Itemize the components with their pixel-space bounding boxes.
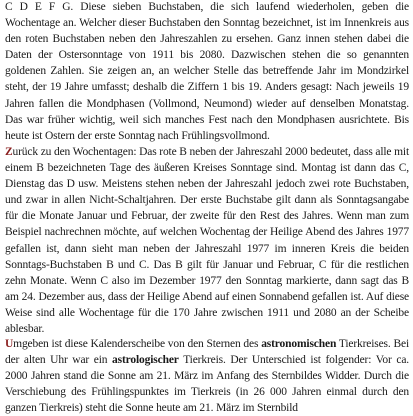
- paragraph-2-initial: Z: [5, 146, 13, 158]
- paragraph-1-text: C D E F G. Diese sieben Buchstaben, die sich laufend wiederholen, geben die Wochentage an. Welcher dieser Buchstaben den Sonntag bezeichnet, ist im Innenkreis aus den roten Buchstaben neben den Jahreszahlen zu ersehen. Ganz innen stehen dabei die Daten der Ostersonntage von 1911 bis 2080. Dazwischen stehen die so genannten goldenen Zahlen. Sie zeigen an, an welcher Stelle das betreffende Jahr im Mondzirkel steht, der 19 Jahre umfasst; deshalb die Ziffern 1 bis 19. Anders gesagt: Nach jeweils 19 Jahren fallen die Mondphasen (Vollmond, Neumond) wieder auf denselben Monatstag. Das war früher wichtig, weil sich manches Fest nach den Mondphasen ausrichtete. Bis heute ist Ostern der erste Sonntag nach Frühlingsvollmond.: [5, 1, 409, 142]
- paragraph-weekdays: [5, 144, 409, 337]
- paragraph-2-text: urück zu den Wochentagen: Das rote B neben der Jahreszahl 2000 bedeutet, dass alle mit einem B bezeichneten Tage des äußeren Kreises Sonntage sind. Montag ist dann das C, Dienstag das D usw. Meistens stehen neben der Jahreszahl jedoch zwei rote Buchstaben, und zwar in allen Nicht-Schaltjahren. Der erste Buchstabe gilt dann als Sonntagsangabe für die Monate Januar und Februar, der zweite für den Rest des Jahres. Wenn man zum Beispiel nachrechnen möchte, auf welchen Wochentag der Heilige Abend des Jahres 1977 gefallen ist, dann sieht man neben der Jahreszahl 1977 im inneren Kreis die beiden Sonntags-Buchstaben B und C. Das B gilt für Januar und Februar, C für die restlichen zehn Monate. Wenn C also im Dezember 1977 den Sonntag markierte, dann sagt das B am 24. Dezember aus, dass der Heilige Abend auf einen Sonnabend gefallen ist. Auf diese Weise sind alle Wochentage für die 170 Jahre zwischen 1911 und 2080 an der Scheibe ablesbar.: [5, 146, 409, 336]
- paragraph-3-initial: U: [5, 338, 14, 350]
- term-astronomisch: astronomischen: [261, 338, 337, 350]
- term-astrologisch: astrologischer: [112, 354, 179, 367]
- paragraph-3-run-3: Tierkreises. Bei der alten Uhr war ein: [5, 338, 409, 367]
- paragraph-3-run-5: Tierkreis. Der Unterschied ist folgender: Vor ca. 2000 Jahren stand die Sonne am 21. März im Anfang des Sternbildes Widder. Durch die Verschiebung des Frühlingspunktes im Tierkreis (in 26 000 Jahren einmal durch den ganzen Tierkreis) steht die Sonne heute am 21. März im Sternbild: [5, 354, 409, 415]
- paragraph-3-run-1: mgeben ist diese Kalenderscheibe von den Sternen des: [13, 338, 262, 350]
- paragraph-zodiac: [5, 336, 409, 416]
- paragraph-easter-dates: [5, 0, 409, 144]
